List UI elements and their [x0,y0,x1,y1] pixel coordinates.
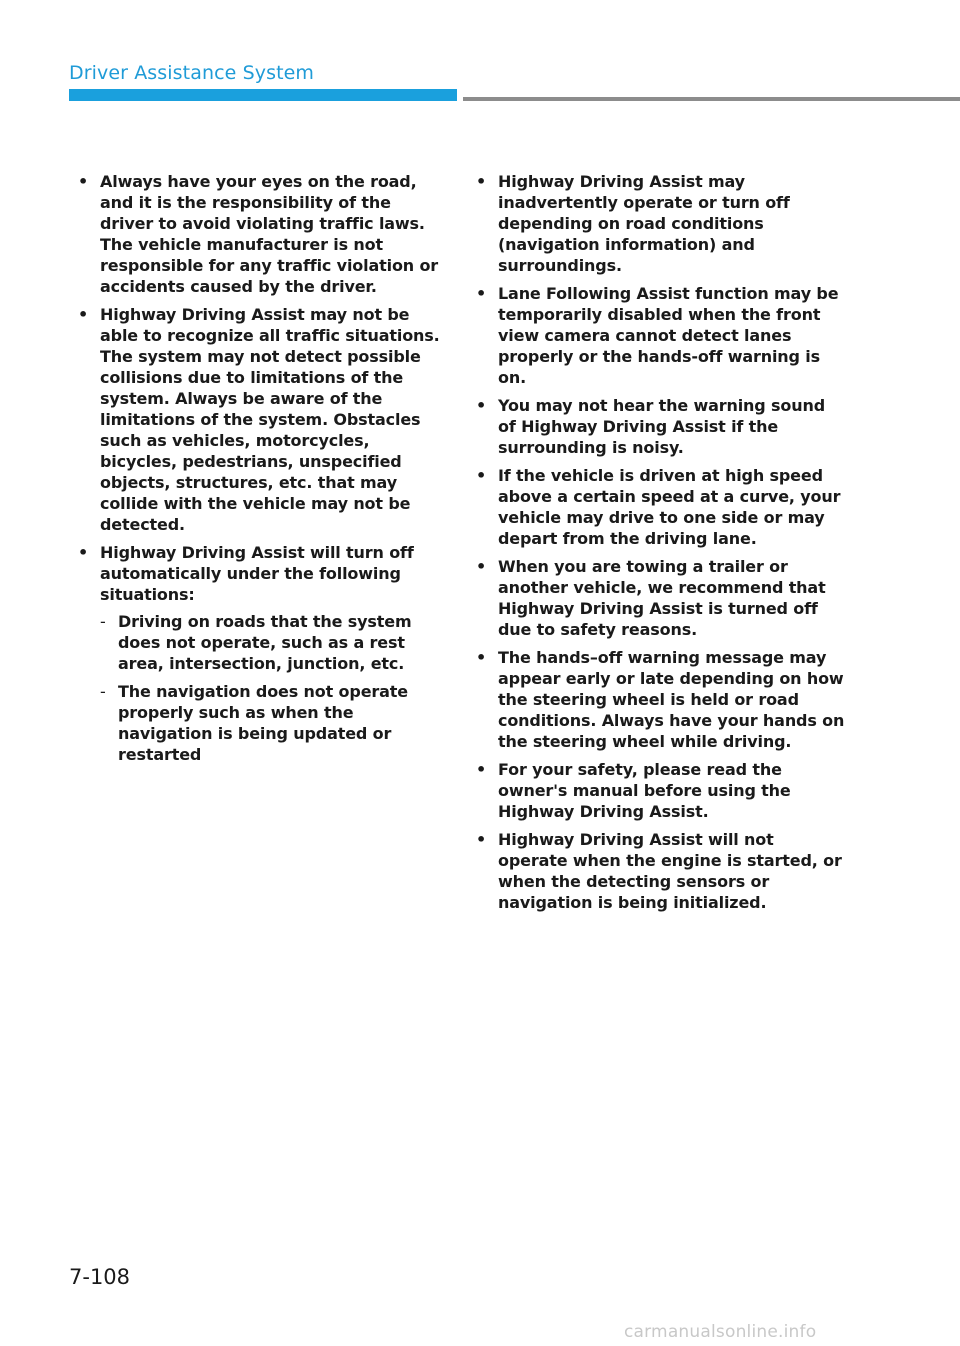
list-item-text: Lane Following Assist function may be temporarily disabled when the front view camera cannot detect lanes properly or the hands-off warning is on. [498,284,839,387]
list-item [476,759,846,822]
list-item [476,829,846,913]
list-item-text: Always have your eyes on the road, and it is the responsibility of the driver to avoid violating traffic laws. The vehicle manufacturer is not responsible for any traffic violation or accidents caused by the driver. [100,172,439,296]
list-item [476,556,846,640]
bullet-icon: • [476,830,487,849]
sub-list-item-text: The navigation does not operate properly such as when the navigation is being updated or restarted [118,682,408,764]
list-item-text: Highway Driving Assist will turn off automatically under the following situations: [100,543,414,604]
bullet-icon: • [476,396,487,415]
left-column [78,171,448,772]
list-item-text: Highway Driving Assist may inadvertently operate or turn off depending on road conditions (navigation information) and surroundings. [498,172,790,275]
list-item-text: The hands–off warning message may appear early or late depending on how the steering wheel is held or road conditions. Always have your hands on the steering wheel while driving. [498,648,845,751]
list-item-text: Highway Driving Assist may not be able to recognize all traffic situations. The system may not detect possible collisions due to limitations of the system. Always be aware of the limitations of the system. Obstacles such as vehicles, motorcycles, bicycles, pedestrians, unspecified objects, structures, etc. that may collide with the vehicle may not be detected. [100,305,440,534]
bullet-icon: • [78,172,89,191]
watermark: carmanualsonline.info [624,1322,817,1342]
sub-list [100,611,448,765]
header-accent-bar [69,89,457,101]
bullet-icon: • [476,648,487,667]
list-item-text: When you are towing a trailer or another vehicle, we recommend that Highway Driving Assist is turned off due to safety reasons. [498,557,826,639]
bullet-icon: • [476,172,487,191]
list-item-text: For your safety, please read the owner's manual before using the Highway Driving Assist. [498,760,791,821]
list-item-text: You may not hear the warning sound of Highway Driving Assist if the surrounding is noisy. [498,396,826,457]
list-item [78,171,448,297]
bullet-icon: • [476,760,487,779]
list-item [476,283,846,388]
list-item [78,304,448,535]
sub-list-item-text: Driving on roads that the system does not operate, such as a rest area, intersection, junction, etc. [118,612,412,673]
list-item [476,171,846,276]
dash-icon: - [100,612,106,631]
list-item [476,647,846,752]
bullet-icon: • [476,557,487,576]
sub-list-item [100,681,448,765]
left-bullet-list [78,171,448,765]
sub-list-item [100,611,448,674]
bullet-icon: • [78,543,89,562]
bullet-icon: • [476,466,487,485]
right-column [476,171,846,920]
list-item [78,542,448,765]
section-title: Driver Assistance System [69,62,315,84]
dash-icon: - [100,682,106,701]
header-divider-line [463,97,960,101]
page-number: 7-108 [69,1265,131,1289]
bullet-icon: • [476,284,487,303]
list-item [476,465,846,549]
list-item-text: Highway Driving Assist will not operate when the engine is started, or when the detecting sensors or navigation is being initialized. [498,830,842,912]
list-item-text: If the vehicle is driven at high speed above a certain speed at a curve, your vehicle may drive to one side or may depart from the driving lane. [498,466,841,548]
bullet-icon: • [78,305,89,324]
right-bullet-list [476,171,846,913]
list-item [476,395,846,458]
